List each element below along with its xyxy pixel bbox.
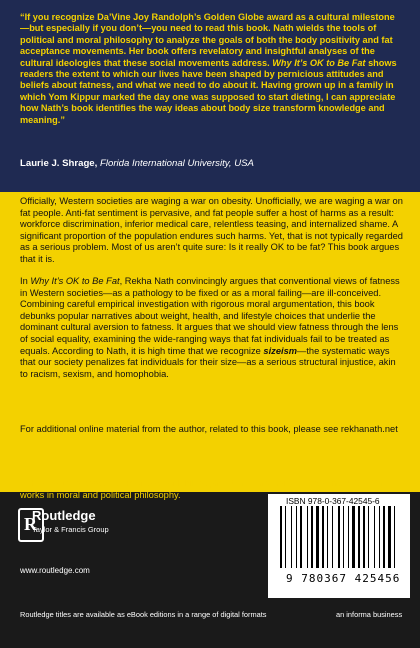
- p2-lead: In: [20, 276, 28, 286]
- endorsement-book-title: Why It’s OK to Be Fat: [272, 57, 366, 68]
- informa-tagline: an informa business: [336, 610, 403, 619]
- ebook-footnote: Routledge titles are available as eBook editions in a range of digital formats: [20, 610, 267, 619]
- p2-text-b: —the systematic ways that our society penalizes fat individuals for their size—as a serious structural injustice, akin to racism, sexism, and homophobia.: [20, 345, 396, 379]
- barcode-bar: [287, 506, 290, 568]
- p2-term: sizeism: [263, 345, 298, 356]
- barcode-bar: [296, 506, 297, 568]
- barcode-bar: [392, 506, 393, 568]
- barcode-bar: [291, 506, 292, 568]
- barcode-bar: [368, 506, 369, 568]
- barcode-bar: [307, 506, 308, 568]
- barcode-digits: 9 780367 425456: [286, 572, 401, 585]
- barcode-bar: [334, 506, 337, 568]
- barcode-bar: [386, 506, 387, 568]
- barcode-bar: [283, 506, 284, 568]
- endorsement-quote: [20, 12, 402, 126]
- barcode-bar: [352, 506, 355, 568]
- barcode-bar: [350, 506, 351, 568]
- barcode-bar: [358, 506, 360, 568]
- barcode-bar: [363, 506, 365, 568]
- barcode-bar: [366, 506, 367, 568]
- barcode-bar: [280, 506, 282, 568]
- publisher-url: www.routledge.com: [20, 566, 90, 575]
- barcode-bar: [376, 506, 378, 568]
- p2-text-a: , Rekha Nath convincingly argues that conventional views of fatness in Western societies—as a pathology to be fixed or as a moral failing—are ill-conceived. Combining careful empirical investigation with rigorous moral argumentation, this book debunks popular narratives about weight, health, and lifestyle choices that underlie the dominant cultural aversion to fatness. It argues that we should view fatness through the lens of social equality, examining the wide-ranging ways that fat individuals fail to be treated as equals. According to Nath, it is high time that we recognize: [20, 276, 400, 356]
- barcode-bar: [327, 506, 328, 568]
- barcode-bar: [320, 506, 321, 568]
- barcode-bar: [370, 506, 373, 568]
- p2-book-title: Why It’s OK to Be Fat: [30, 276, 120, 286]
- endorser-affiliation: Florida International University, USA: [100, 158, 254, 169]
- barcode-bar: [356, 506, 357, 568]
- barcode-bar: [329, 506, 331, 568]
- barcode-bar: [300, 506, 302, 568]
- description-paragraph-3: For additional online material from the author, related to this book, please see rekhanath.net: [20, 424, 398, 434]
- barcode-bar: [345, 506, 347, 568]
- barcode-bar: [388, 506, 391, 568]
- isbn-label: ISBN 978-0-367-42545-6: [286, 496, 380, 506]
- barcode-bar: [322, 506, 324, 568]
- barcode-bar: [343, 506, 344, 568]
- publisher-name: Routledge: [32, 508, 96, 523]
- barcode-bars: [280, 506, 400, 568]
- barcode-bar: [311, 506, 313, 568]
- description-paragraph-2: [20, 276, 404, 380]
- endorsement-attribution: Laurie J. Shrage, Florida International University, USA: [20, 158, 254, 169]
- barcode-bar: [285, 506, 286, 568]
- endorser-name: Laurie J. Shrage: [20, 158, 95, 169]
- barcode-bar: [309, 506, 310, 568]
- publisher-group: Taylor & Francis Group: [32, 525, 109, 534]
- barcode-bar: [341, 506, 342, 568]
- bio-name: Rekha Nath: [20, 478, 72, 488]
- barcode-bar: [381, 506, 382, 568]
- endorsement-text-a: “If you recognize Da’Vine Joy Randolph’s Golden Globe award as a cultural milestone—but especially if you don’t—you need to read this book. Nath wields the tools of political and moral philosophy to analyze the goals of both the body positivity and fat acceptance movements. Her book offers revelatory and insightful analyses of the cultural ideologies that these social movements address.: [20, 12, 395, 68]
- barcode-bar: [293, 506, 295, 568]
- barcode-box: [268, 494, 410, 598]
- bio-text: is Associate Professor of Philosophy at the University of Alabama, USA. She works in moral and political philosophy.: [20, 478, 388, 500]
- barcode-bar: [332, 506, 333, 568]
- barcode-bar: [394, 506, 395, 568]
- barcode-bar: [361, 506, 362, 568]
- barcode-bar: [383, 506, 385, 568]
- barcode-bar: [374, 506, 375, 568]
- barcode-bar: [303, 506, 306, 568]
- barcode-bar: [298, 506, 299, 568]
- description-paragraph-1: Officially, Western societies are waging a war on obesity. Unofficially, we are waging a war on fat people. Anti-fat sentiment is pervasive, and fat people suffer a host of harms as a result: workforce discrimination, inferior medical care, relentless teasing, and internalized shame. A significant proportion of the population endures such harms. Yet, that is not typically regarded as a serious problem. Most of us aren’t quite sure: Is it really OK to be fat? This book argues that it is.: [20, 196, 403, 264]
- barcode-bar: [348, 506, 349, 568]
- barcode-bar: [314, 506, 315, 568]
- endorsement-text-b: shows readers the extent to which our lives have been shaped by pernicious attitudes and beliefs about fatness, and what we need to do about it. Having grown up in a family in which Yom Kippur marked the day one was supposed to start dieting, I can appreciate how Nath’s book identifies the way ideas about body size transform knowledge and meaning.”: [20, 57, 397, 125]
- barcode-bar: [379, 506, 380, 568]
- barcode-bar: [338, 506, 340, 568]
- barcode-bar: [325, 506, 326, 568]
- barcode-bar: [316, 506, 319, 568]
